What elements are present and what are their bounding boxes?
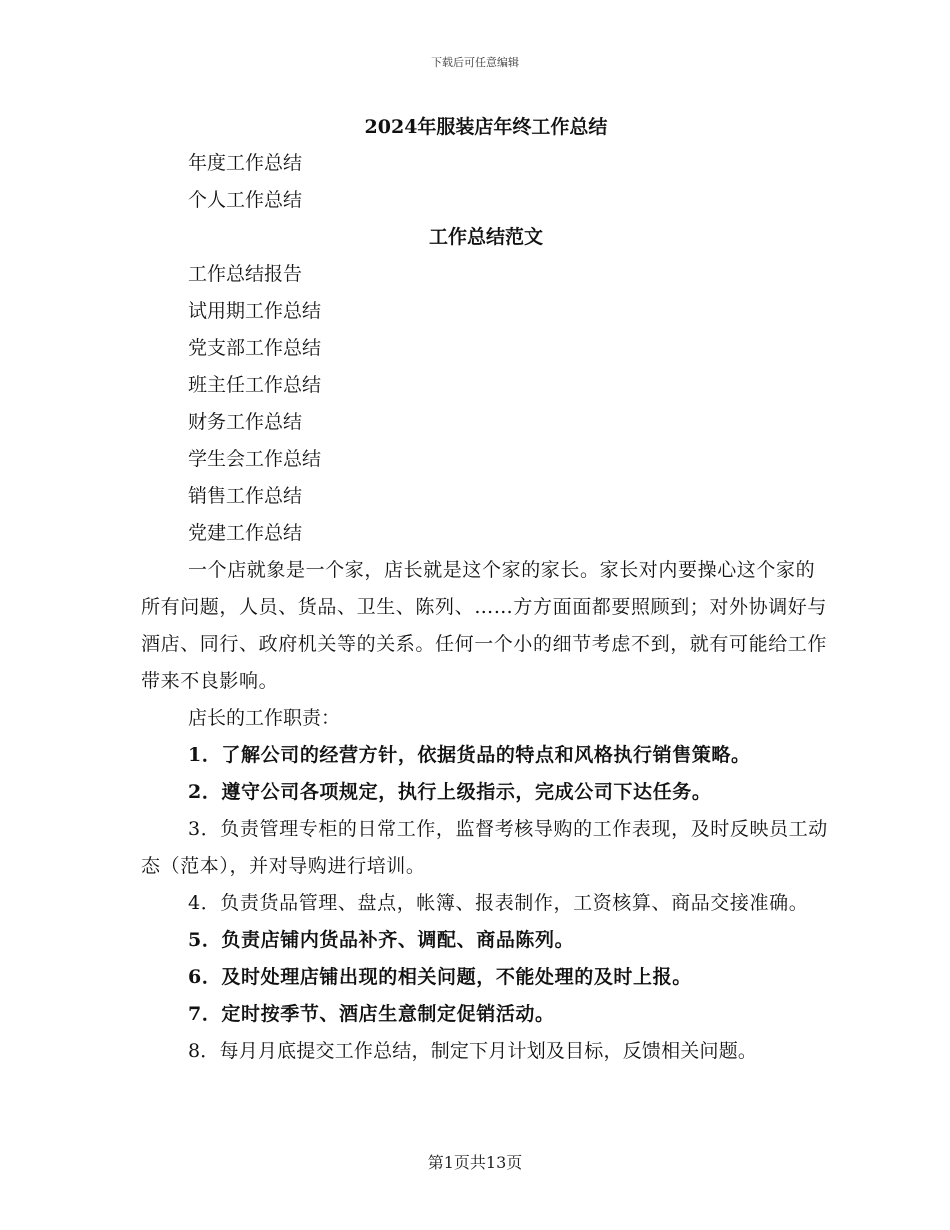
duty-item-5: 5．负责店铺内货品补齐、调配、商品陈列。	[188, 929, 575, 951]
duty-item-8: 8．每月月底提交工作总结，制定下月计划及目标，反馈相关问题。	[188, 1040, 758, 1062]
link-summary-report[interactable]: 工作总结报告	[188, 263, 303, 285]
duty-item-1: 1．了解公司的经营方针，依据货品的特点和风格执行销售策略。	[188, 744, 751, 766]
intro-paragraph: 一个店就象是一个家，店长就是这个家的家长。家长对内要操心这个家的所有问题，人员、货品、卫生、陈列、……方方面面都要照顾到；对外协调好与酒店、同行、政府机关等的关系。任何一个小的细节考虑不到，就有可能给工作带来不良影响。	[141, 559, 828, 692]
link-class-teacher-summary[interactable]: 班主任工作总结	[188, 374, 322, 396]
link-student-union-summary[interactable]: 学生会工作总结	[188, 448, 322, 470]
section-subtitle: 工作总结范文	[428, 226, 543, 248]
page-footer: 第1页共13页	[427, 1153, 523, 1172]
link-personal-summary[interactable]: 个人工作总结	[188, 189, 303, 211]
document-body	[141, 110, 831, 1070]
duty-item-2: 2．遵守公司各项规定，执行上级指示，完成公司下达任务。	[188, 781, 712, 803]
link-party-branch-summary[interactable]: 党支部工作总结	[188, 337, 322, 359]
duty-item-4: 4．负责货品管理、盘点，帐簿、报表制作，工资核算、商品交接准确。	[188, 892, 809, 914]
duty-item-7: 7．定时按季节、酒店生意制定促销活动。	[188, 1003, 555, 1025]
duty-item-6: 6．及时处理店铺出现的相关问题，不能处理的及时上报。	[188, 966, 692, 988]
link-annual-summary[interactable]: 年度工作总结	[188, 152, 303, 174]
page-header: 下载后可任意编辑	[431, 56, 519, 69]
document-title: 2024年服装店年终工作总结	[364, 116, 608, 138]
link-probation-summary[interactable]: 试用期工作总结	[188, 300, 322, 322]
link-sales-summary[interactable]: 销售工作总结	[188, 485, 303, 507]
link-party-building-summary[interactable]: 党建工作总结	[188, 522, 303, 544]
duty-item-3: 3．负责管理专柜的日常工作，监督考核导购的工作表现，及时反映员工动态（范本），并对导购进行培训。	[141, 818, 828, 877]
link-finance-summary[interactable]: 财务工作总结	[188, 411, 303, 433]
duties-heading: 店长的工作职责：	[188, 707, 341, 729]
